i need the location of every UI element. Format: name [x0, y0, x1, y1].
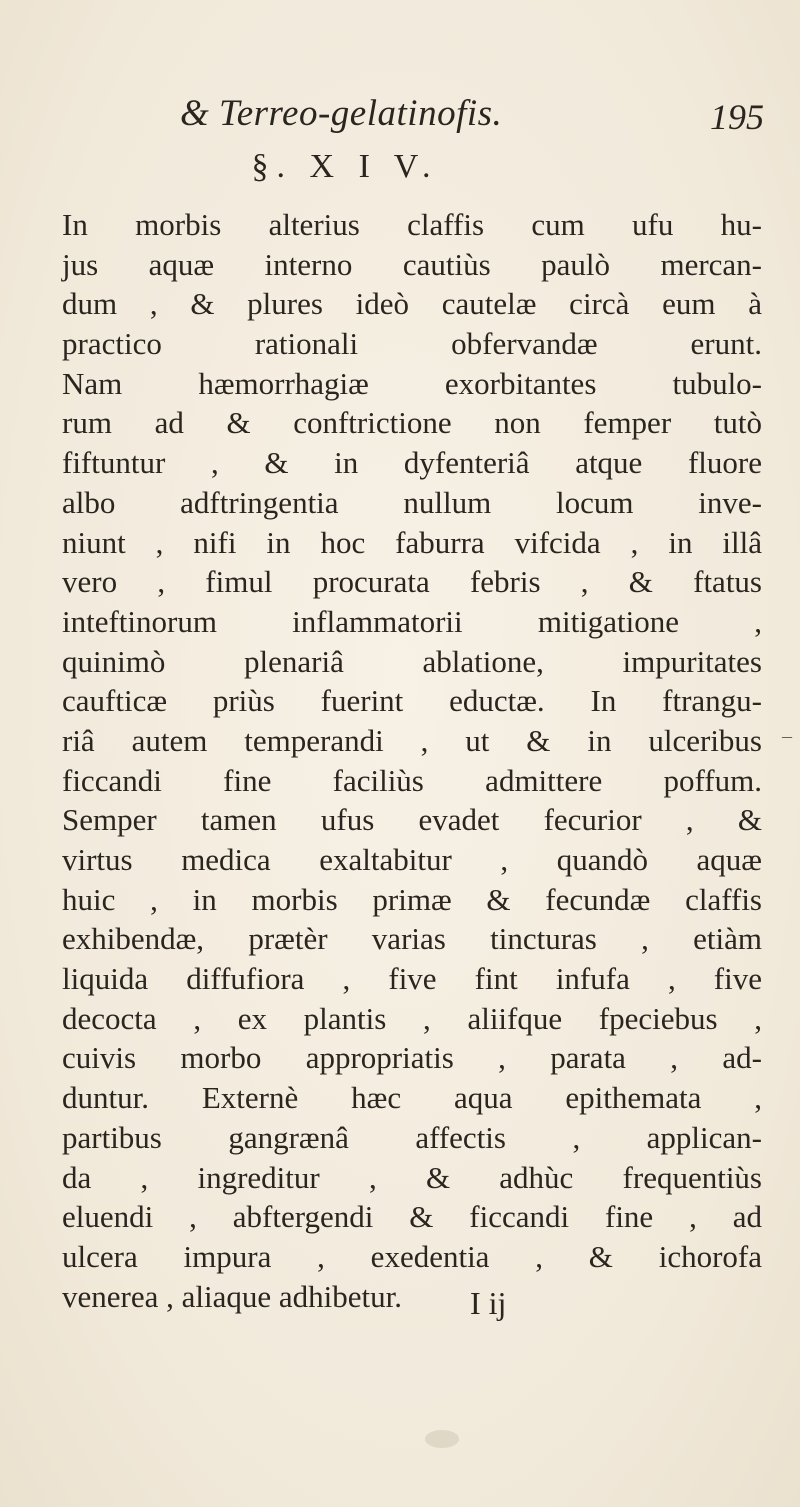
text-line: caufticæ priùs fuerint eductæ. In ftrangu-: [62, 683, 762, 719]
text-line: venerea , aliaque adhibetur.: [62, 1278, 402, 1314]
text-line: decocta , ex plantis , aliifque fpeciebus ,: [62, 1000, 762, 1036]
text-line: cuivis morbo appropriatis , parata , ad-: [62, 1040, 762, 1076]
text-line: Semper tamen ufus evadet fecurior , &: [62, 802, 762, 838]
text-line: exhibendæ, prætèr varias tincturas , etiàm: [62, 921, 762, 957]
text-line: da , ingreditur , & adhùc frequentiùs: [62, 1159, 762, 1195]
text-line: Nam hæmorrhagiæ exorbitantes tubulo-: [62, 365, 762, 401]
text-line: ulcera impura , exedentia , & ichorofa: [62, 1238, 762, 1274]
text-line: dum , & plures ideò cautelæ circà eum à: [62, 286, 762, 322]
text-line: riâ autem temperandi , ut & in ulceribus: [62, 722, 762, 758]
text-line: eluendi , abftergendi & ficcandi fine , ad: [62, 1199, 762, 1235]
text-line: partibus gangrænâ affectis , applican-: [62, 1119, 762, 1155]
text-line: niunt , nifi in hoc faburra vifcida , in illâ: [62, 524, 762, 560]
section-heading: §. X I V.: [251, 148, 439, 185]
ink-smudge: [425, 1430, 459, 1448]
text-line: quinimò plenariâ ablatione, impuritates: [62, 643, 762, 679]
text-line: In morbis alterius claffis cum ufu hu-: [62, 207, 762, 242]
text-line: huic , in morbis primæ & fecundæ claffis: [62, 881, 762, 917]
text-line: virtus medica exaltabitur , quandò aquæ: [62, 842, 762, 877]
text-line: fiftuntur , & in dyfenteriâ atque fluore: [62, 445, 762, 481]
running-title: & Terreo-gelatinofis.: [180, 93, 503, 134]
paragraph: [62, 205, 762, 1316]
text-line: liquida diffufiora , five fint infufa , five: [62, 961, 762, 997]
page-number: 195: [710, 97, 764, 137]
text-line: vero , fimul procurata febris , & ftatus: [62, 564, 762, 600]
margin-mark: –: [782, 725, 792, 747]
text-line: inteftinorum inflammatorii mitigatione ,: [62, 603, 762, 639]
text-line: practico rationali obfervandæ erunt.: [62, 326, 762, 362]
text-line: albo adftringentia nullum locum inve-: [62, 484, 762, 520]
signature-mark: I ij: [470, 1285, 507, 1321]
text-line: rum ad & conftrictione non femper tutò: [62, 405, 762, 441]
text-line: jus aquæ interno cautiùs paulò mercan-: [62, 246, 762, 282]
text-line: ficcandi fine faciliùs admittere poffum.: [62, 762, 762, 798]
text-line: duntur. Externè hæc aqua epithemata ,: [62, 1080, 762, 1116]
